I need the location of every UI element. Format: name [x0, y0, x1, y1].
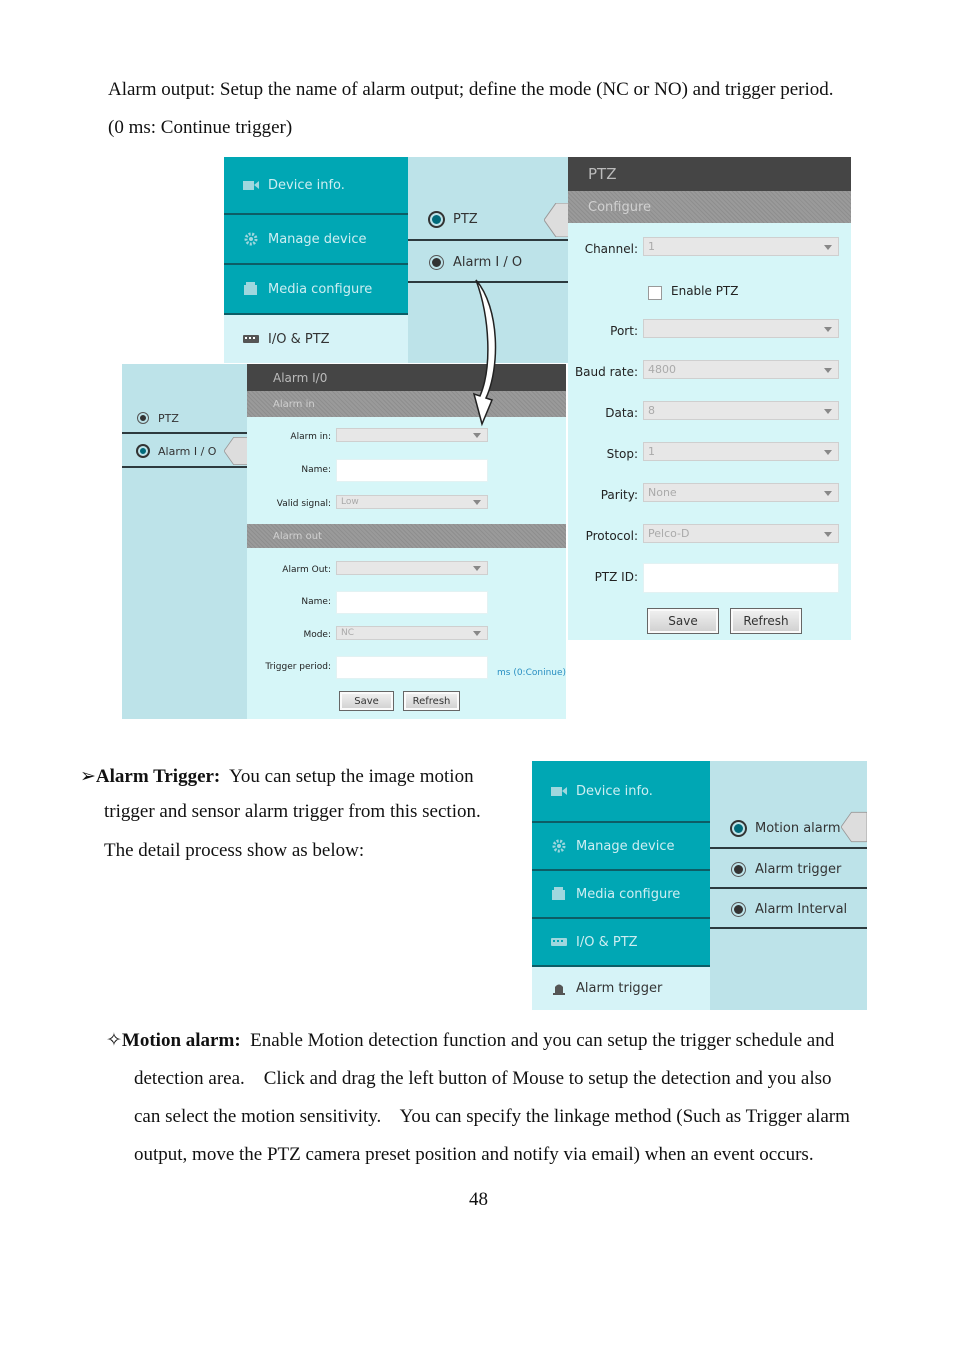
nav-item-label: Media configure — [576, 886, 681, 902]
io-icon — [550, 935, 568, 949]
nav-item-label: I/O & PTZ — [268, 331, 330, 347]
mode-label: Mode: — [303, 630, 331, 640]
ptz-save-button[interactable]: Save — [647, 608, 719, 634]
motion-alarm-line-4: output, move the PTZ camera preset position and notify via email) when an event occurs. — [134, 1144, 814, 1165]
baud-rate-label: Baud rate: — [574, 365, 638, 379]
alarm-trigger-text: You can setup the image motion — [229, 766, 474, 787]
motion-alarm-line-1 — [106, 1022, 834, 1060]
media-icon — [242, 282, 260, 296]
radio-dot-icon — [732, 822, 745, 835]
alarm-in-section-header: Alarm in — [247, 391, 566, 417]
radio-dot-icon — [138, 446, 148, 456]
nav-item-io-ptz[interactable] — [224, 315, 408, 363]
alarm-out-name-input[interactable] — [336, 591, 488, 614]
nav-item-device-info[interactable] — [224, 157, 408, 215]
radio-dot-icon — [430, 256, 443, 269]
motion-alarm-title: Motion alarm: — [121, 1030, 241, 1051]
channel-select[interactable]: 1 — [643, 237, 839, 256]
parity-label: Parity: — [600, 488, 638, 502]
valid-signal-select[interactable]: Low — [336, 495, 488, 509]
alarm-in-name-input[interactable] — [336, 459, 488, 482]
trigger-period-input[interactable] — [336, 656, 488, 679]
io-icon — [242, 332, 260, 346]
diamond-bullet-icon: ✧ — [106, 1030, 122, 1051]
arrow-bullet-icon: ➢ — [80, 766, 96, 787]
port-select[interactable] — [643, 319, 839, 338]
nav-item-alarm-trigger[interactable] — [532, 967, 710, 1010]
alarm-out-section-header: Alarm out — [247, 524, 566, 548]
ptz-id-label: PTZ ID: — [594, 570, 638, 584]
chevron-left-icon — [841, 811, 867, 843]
bell-icon — [550, 982, 568, 996]
protocol-label: Protocol: — [585, 529, 638, 543]
nav-item-io-ptz[interactable] — [532, 919, 710, 967]
gear-icon — [242, 232, 260, 246]
alarm-io-panel — [247, 364, 566, 719]
submenu-label: PTZ — [453, 211, 478, 227]
submenu-alarm-interval[interactable] — [710, 891, 867, 929]
submenu-label: Alarm I / O — [453, 254, 523, 270]
nav-item-media-configure[interactable] — [532, 871, 710, 919]
alarm-io-save-button[interactable]: Save — [339, 691, 394, 711]
radio-dot-icon — [138, 413, 148, 423]
stop-label: Stop: — [606, 447, 638, 461]
nav-item-label: Device info. — [576, 783, 653, 799]
motion-alarm-line-2: detection area. Click and drag the left button of Mouse to setup the detection and you also — [134, 1068, 832, 1089]
submenu-alarm-io[interactable] — [408, 243, 572, 283]
ptz-refresh-button[interactable]: Refresh — [730, 608, 802, 634]
trigger-submenu — [710, 761, 867, 1010]
camera-icon — [550, 784, 568, 798]
trigger-period-label: Trigger period: — [265, 662, 331, 672]
channel-label: Channel: — [584, 242, 638, 256]
radio-dot-icon — [732, 863, 745, 876]
port-label: Port: — [610, 324, 638, 338]
parity-select[interactable]: None — [643, 483, 839, 502]
alarm-io-panel-title: Alarm I/0 — [247, 364, 566, 391]
nav-item-label: Media configure — [268, 281, 373, 297]
nav-item-label: Alarm trigger — [576, 981, 663, 996]
media-icon — [550, 887, 568, 901]
submenu-label: Alarm Interval — [755, 901, 848, 917]
alarm-in-name-label: Name: — [301, 465, 331, 475]
submenu-alarm-trigger[interactable] — [710, 851, 867, 889]
alarm-out-label: Alarm Out: — [282, 565, 331, 575]
ptz-panel — [568, 157, 851, 640]
page-number: 48 — [469, 1189, 488, 1210]
alarm-in-select[interactable] — [336, 428, 488, 442]
curved-arrow-icon — [470, 278, 500, 428]
nav-item-label: Manage device — [576, 838, 675, 854]
submenu-label: PTZ — [158, 411, 179, 425]
alarm-trigger-line-2: trigger and sensor alarm trigger from this section. — [104, 801, 481, 822]
ptz-panel-title: PTZ — [568, 157, 851, 191]
alarm-io-refresh-button[interactable]: Refresh — [403, 691, 460, 711]
nav-item-label: I/O & PTZ — [576, 934, 638, 950]
alarm-in-label: Alarm in: — [290, 432, 331, 442]
mode-select[interactable]: NC — [336, 626, 488, 640]
enable-ptz-label: Enable PTZ — [671, 284, 739, 298]
intro-line-2: (0 ms: Continue trigger) — [108, 117, 293, 138]
alarm-trigger-title: Alarm Trigger: — [95, 766, 221, 787]
ptz-id-input[interactable] — [643, 563, 839, 593]
camera-icon — [242, 178, 260, 192]
chevron-left-icon — [224, 436, 248, 466]
intro-line-1: Alarm output: Setup the name of alarm output; define the mode (NC or NO) and trigger period. — [108, 79, 834, 100]
radio-dot-icon — [732, 903, 745, 916]
gear-icon — [550, 839, 568, 853]
submenu-label: Alarm I / O — [158, 444, 217, 458]
trigger-period-hint: ms (0:Coninue) — [497, 668, 567, 678]
submenu-label: Alarm trigger — [755, 861, 842, 877]
alarm-trigger-line-3: The detail process show as below: — [104, 840, 365, 861]
protocol-select[interactable]: Pelco-D — [643, 524, 839, 543]
nav-item-manage-device[interactable] — [532, 823, 710, 871]
radio-dot-icon — [430, 213, 443, 226]
ptz-section-header: Configure — [568, 191, 851, 223]
motion-alarm-line-3: can select the motion sensitivity. You can specify the linkage method (Such as Trigger alarm — [134, 1106, 850, 1127]
submenu-label: Motion alarm — [755, 820, 841, 836]
baud-rate-select[interactable]: 4800 — [643, 360, 839, 379]
nav-item-label: Device info. — [268, 177, 345, 193]
submenu-ptz[interactable] — [122, 404, 247, 434]
stop-select[interactable]: 1 — [643, 442, 839, 461]
main-nav — [224, 157, 408, 363]
nav-item-device-info[interactable] — [532, 761, 710, 823]
alarm-out-select[interactable] — [336, 561, 488, 575]
nav-item-label: Manage device — [268, 231, 367, 247]
trigger-nav — [532, 761, 710, 1010]
data-label: Data: — [605, 406, 638, 420]
alarm-trigger-line-1 — [80, 758, 474, 796]
alarm-out-name-label: Name: — [301, 597, 331, 607]
data-select[interactable]: 8 — [643, 401, 839, 420]
enable-ptz-checkbox[interactable] — [648, 286, 662, 300]
motion-alarm-text: Enable Motion detection function and you can setup the trigger schedule and — [250, 1030, 835, 1051]
valid-signal-label: Valid signal: — [276, 499, 331, 509]
nav-item-manage-device[interactable] — [224, 215, 408, 265]
io-submenu-bottom — [122, 364, 247, 719]
nav-item-media-configure[interactable] — [224, 265, 408, 315]
